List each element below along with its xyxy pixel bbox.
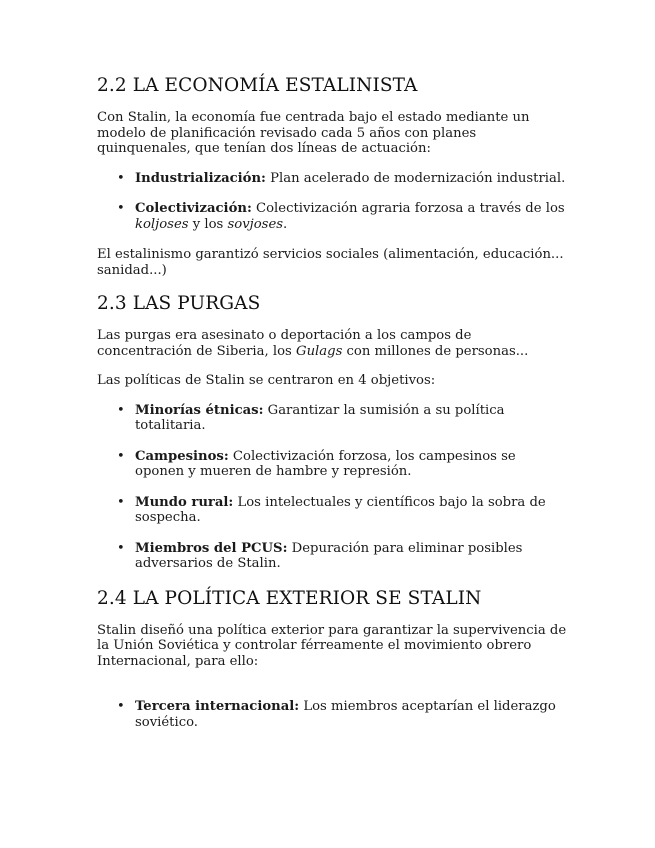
list-item-text: Colectivización agraria forzosa a través de los [251,201,565,216]
list-item [97,495,567,526]
list-item-text: Colectivización forzosa, los campesinos se oponen y mueren de hambre y represión. [135,448,516,479]
list-item-term: Mundo rural: [135,494,234,510]
bullet-icon: • [117,540,125,556]
section-heading-purgas: 2.3 LAS PURGAS [97,293,261,314]
spacer [97,683,567,699]
bullet-icon: • [117,494,125,510]
paragraph-text: con millones de personas... [342,343,529,359]
list-item-term: Campesinos: [135,448,229,464]
paragraph-emphasis: Gulags [296,343,343,359]
paragraph-economia-intro: Con Stalin, la economía fue centrada bajo el estado mediante un modelo de planificación revisado cada 5 años con planes quinquenales, que tenían dos líneas de actuación: [97,110,530,156]
paragraph-text: Las purgas era asesinato o deportación a los campos de concentración de Siberia, los [97,328,472,359]
list-item [97,171,567,187]
bullet-icon: • [117,699,125,714]
section-heading-politica-exterior: 2.4 LA POLÍTICA EXTERIOR SE STALIN [97,587,482,609]
list-item-text: . [283,216,288,232]
section-heading-economia: 2.2 LA ECONOMÍA ESTALINISTA [97,75,418,96]
list-item-term: Minorías étnicas: [135,402,264,418]
document-page [97,74,567,745]
paragraph-exterior-intro: Stalin diseñó una política exterior para garantizar la supervivencia de la Unión Soviética y controlar férreamente el movimiento obrero Internacional, para ello: [97,622,567,669]
list-item [97,403,567,434]
list-item [97,449,567,480]
list-purgas [97,403,567,572]
bullet-icon: • [117,201,125,216]
paragraph-purgas-lead: Las políticas de Stalin se centraron en 4 objetivos: [97,373,436,388]
list-economia [97,171,567,233]
list-item-emphasis: koljoses [135,216,189,232]
list-item-text: Garantizar la sumisión a su política totalitaria. [135,402,505,433]
list-item-text: Plan acelerado de modernización industrial. [265,170,566,186]
bullet-icon: • [117,170,125,186]
list-item-term: Miembros del PCUS: [135,540,288,556]
bullet-icon: • [117,402,125,418]
list-item-term: Industrialización: [135,170,266,186]
bullet-icon: • [117,448,125,464]
list-item-emphasis: sovjoses [227,216,284,232]
list-item-text: Los intelectuales y científicos bajo la sobra de sospecha. [135,494,546,525]
list-item [97,699,567,730]
list-item-term: Colectivización: [135,201,252,216]
list-item-text: y los [188,216,228,232]
paragraph-purgas-intro [97,328,567,359]
paragraph-economia-outro: El estalinismo garantizó servicios sociales (alimentación, educación... sanidad...) [97,247,564,278]
list-item [97,541,567,572]
list-item [97,201,567,232]
list-item-term: Tercera internacional: [135,699,300,714]
list-item-text: Los miembros aceptarían el liderazgo soviético. [135,699,556,730]
list-item-text: Depuración para eliminar posibles adversarios de Stalin. [135,540,523,571]
list-exterior [97,699,567,730]
